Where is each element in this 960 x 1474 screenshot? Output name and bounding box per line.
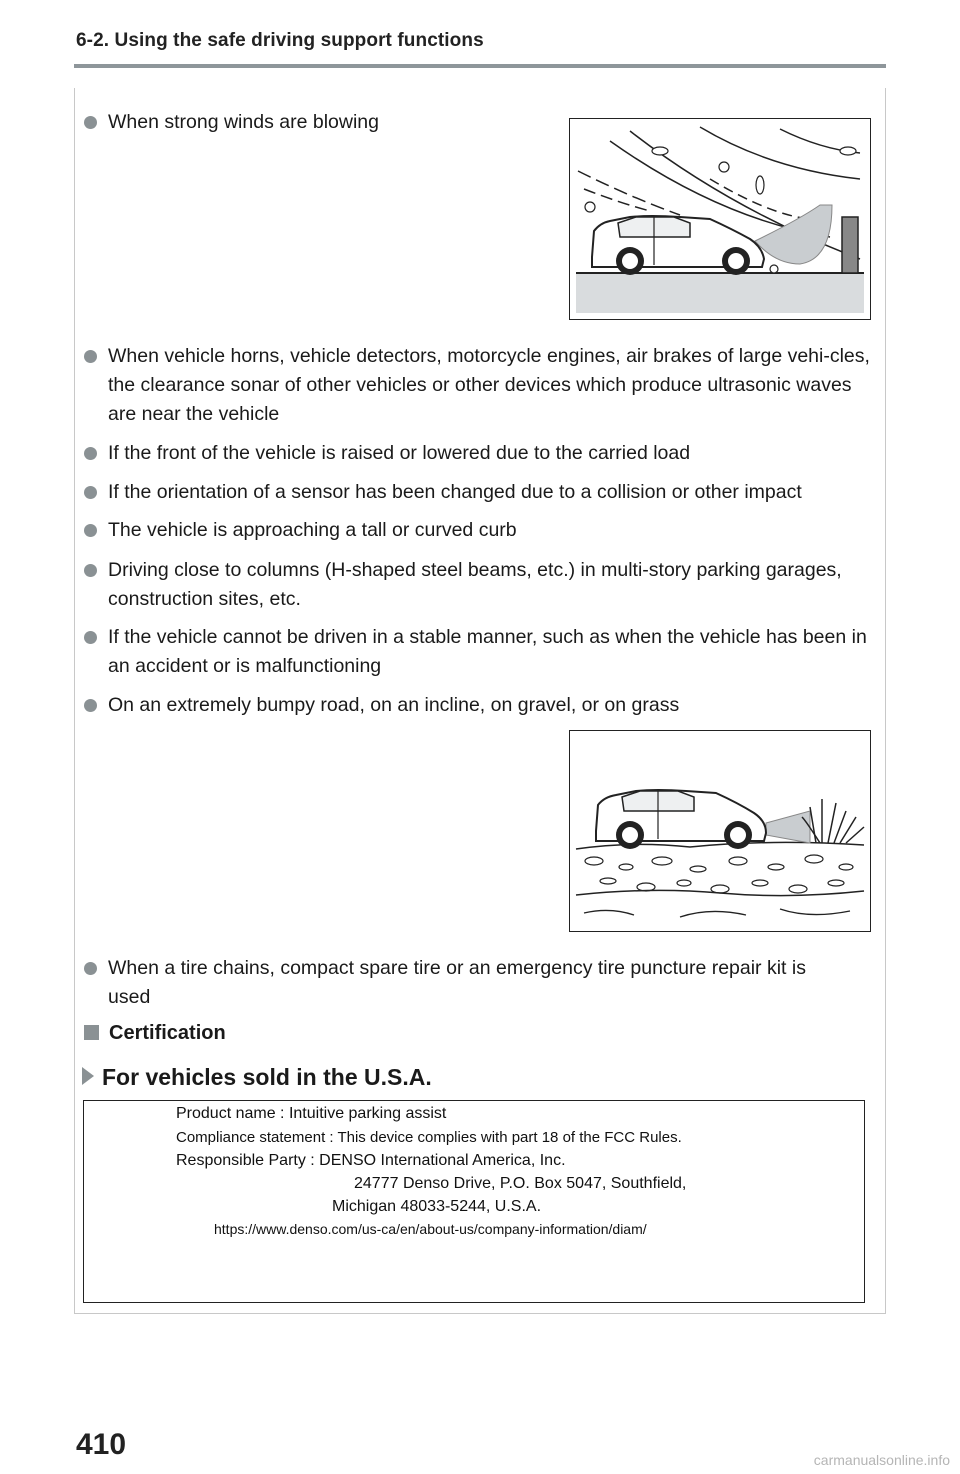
address-line-2: Michigan 48033-5244, U.S.A.: [332, 1198, 542, 1215]
header-divider: [74, 64, 886, 68]
bullet-dot-icon: [84, 116, 97, 129]
square-marker-icon: [84, 1025, 99, 1040]
list-item: Driving close to columns (H-shaped steel beams, etc.) in multi-story parking garages, construction sites, etc.: [84, 556, 874, 614]
bullet-dot-icon: [84, 486, 97, 499]
product-name-line: Product name : Intuitive parking assist: [176, 1105, 447, 1122]
list-item: If the front of the vehicle is raised or lowered due to the carried load: [84, 439, 874, 468]
responsible-party-line: Responsible Party : DENSO International America, Inc.: [176, 1152, 566, 1169]
bullet-dot-icon: [84, 350, 97, 363]
list-item: If the vehicle cannot be driven in a stable manner, such as when the vehicle has been in an accident or is malfunctioning: [84, 623, 880, 681]
list-item: On an extremely bumpy road, on an incline, on gravel, or on grass: [84, 691, 874, 720]
bullet-dot-icon: [84, 447, 97, 460]
certification-box: [83, 1100, 865, 1303]
section-heading: Certification: [84, 1022, 226, 1045]
strong-wind-illustration: [569, 118, 871, 320]
bullet-dot-icon: [84, 699, 97, 712]
subsection-heading: For vehicles sold in the U.S.A.: [82, 1064, 432, 1091]
watermark: carmanualsonline.info: [813, 1452, 950, 1468]
bullet-dot-icon: [84, 564, 97, 577]
bumpy-road-illustration: [569, 730, 871, 932]
page-number: 410: [76, 1428, 127, 1461]
list-item: When a tire chains, compact spare tire or an emergency tire puncture repair kit is used: [84, 954, 844, 1012]
bullet-dot-icon: [84, 962, 97, 975]
triangle-marker-icon: [82, 1067, 94, 1085]
list-item: If the orientation of a sensor has been changed due to a collision or other impact: [84, 478, 874, 507]
company-url: https://www.denso.com/us-ca/en/about-us/company-information/diam/: [214, 1221, 647, 1237]
bullet-dot-icon: [84, 631, 97, 644]
bullet-dot-icon: [84, 524, 97, 537]
list-item: When strong winds are blowing: [84, 108, 544, 137]
section-title: 6-2. Using the safe driving support functions: [76, 30, 484, 51]
address-line-1: 24777 Denso Drive, P.O. Box 5047, Southfield,: [354, 1175, 687, 1192]
compliance-statement-line: Compliance statement : This device complies with part 18 of the FCC Rules.: [176, 1129, 682, 1146]
list-item: When vehicle horns, vehicle detectors, motorcycle engines, air brakes of large vehi-cles, the clearance sonar of other vehicles or other devices which produce ultrasonic waves are near the vehicle: [84, 342, 874, 429]
list-item: The vehicle is approaching a tall or curved curb: [84, 516, 874, 545]
